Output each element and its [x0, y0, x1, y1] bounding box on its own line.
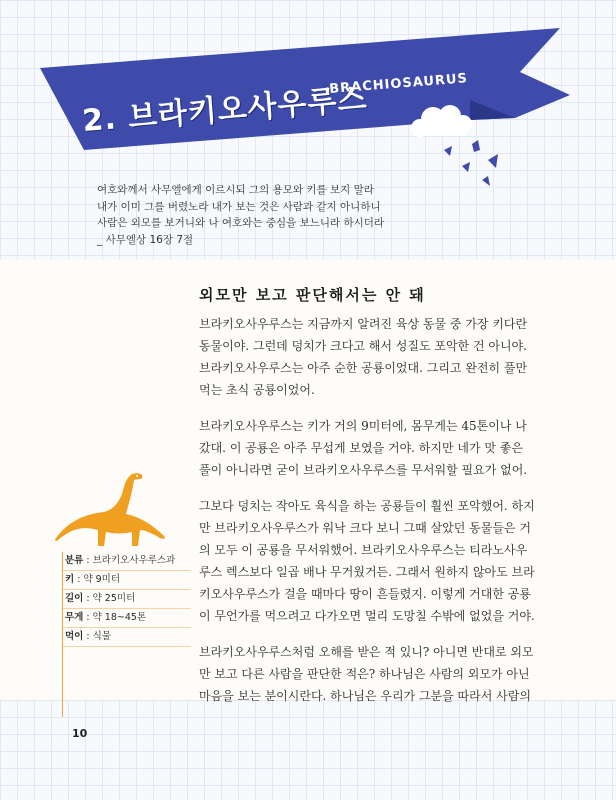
bible-verse	[97, 182, 397, 248]
fact-box	[62, 552, 191, 647]
fact-value: 브라키오사우루스과	[92, 555, 176, 566]
paragraph	[199, 415, 528, 481]
verse-line: 사람은 외모를 보거니와 나 여호와는 중심을 보느니라 하시더라	[97, 217, 385, 229]
fact-value: 식물	[92, 631, 111, 642]
fact-label: 키	[65, 574, 75, 585]
paragraph	[199, 495, 535, 627]
paragraph	[199, 313, 528, 401]
text-line: 마음을 보는 분이시란다. 하나님은 우리가 그분을 따라서 사람의	[199, 689, 531, 703]
text-line: 이 무언가를 먹으려고 다가오면 멀리 도망칠 수밖에 없었을 거야.	[199, 609, 535, 623]
section-heading: 외모만 보고 판단해서는 안 돼	[199, 286, 426, 304]
fact-row-diet: 먹이 : 식물	[63, 628, 191, 647]
text-line: 그보다 덩치는 작아도 육식을 하는 공룡들이 훨씬 포악했어. 하지	[199, 499, 535, 513]
verse-reference: _ 사무엘상 16장 7절	[97, 233, 194, 246]
fact-label: 무게	[65, 612, 84, 623]
fact-row-length: 길이 : 약 25미터	[63, 590, 191, 609]
text-line: 브라키오사우루스는 지금까지 알려진 육상 동물 중 가장 키다란	[199, 317, 528, 331]
falling-pieces-icon	[444, 140, 498, 186]
fact-row-weight: 무게 : 약 18~45톤	[63, 609, 191, 628]
text-line: 먹는 초식 공룡이었어.	[199, 383, 315, 397]
text-line: 만 브라키오사우루스가 워낙 크다 보니 그때 살았던 동물들은 거	[199, 521, 531, 535]
fact-label: 분류	[65, 555, 84, 566]
body-text	[199, 313, 535, 721]
fact-row-height: 키 : 약 9미터	[63, 571, 191, 590]
text-line: 동물이야. 그런데 덩치가 크다고 해서 성질도 포악한 건 아니야.	[199, 339, 527, 353]
text-line: 만 보고 다른 사람을 판단한 적은? 하나님은 사람의 외모가 아닌	[199, 667, 530, 681]
fact-label: 먹이	[65, 631, 84, 642]
chapter-title: 2. 브라키오사우루스	[81, 81, 369, 140]
fact-value: 약 25미터	[92, 593, 136, 604]
fact-label: 길이	[65, 593, 84, 604]
text-line: 키오사우루스가 걸을 때마다 땅이 흔들렸지. 이렇게 거대한 공룡	[199, 587, 531, 601]
text-line: 풀이 아니라면 굳이 브라키오사우루스를 무서워할 필요가 없어.	[199, 463, 528, 477]
chapter-english-name: BRACHIOSAURUS	[328, 71, 469, 97]
text-line: 루스 렉스보다 일곱 배나 무거웠거든. 그래서 원하지 않아도 브라	[199, 565, 535, 579]
text-line: 브라키오사우루스는 아주 순한 공룡이었대. 그리고 완전히 풀만	[199, 361, 528, 375]
text-line: 갔대. 이 공룡은 아주 무섭게 보였을 거야. 하지만 네가 맛 좋은	[199, 441, 523, 455]
page-number: 10	[72, 727, 88, 740]
text-line: 브라키오사우루스처럼 오해를 받은 적 있니? 아니면 반대로 외모	[199, 645, 534, 659]
text-line: 브라키오사우루스는 키가 거의 9미터에, 몸무게는 45톤이나 나	[199, 419, 527, 433]
fact-value: 약 9미터	[83, 574, 121, 585]
brachiosaurus-icon	[54, 470, 174, 550]
text-line: 의 모두 이 공룡을 무서워했어. 브라키오사우루스는 티라노사우	[199, 543, 528, 557]
paragraph	[199, 641, 534, 707]
fact-row-classification: 분류 : 브라키오사우루스과	[63, 552, 191, 571]
fact-value: 약 18~45톤	[92, 612, 147, 623]
verse-line: 내가 이미 그를 버렸노라 내가 보는 것은 사람과 같지 아니하니	[97, 200, 381, 213]
verse-line: 여호와께서 사무엘에게 이르시되 그의 용모와 키를 보지 말라	[97, 184, 374, 196]
